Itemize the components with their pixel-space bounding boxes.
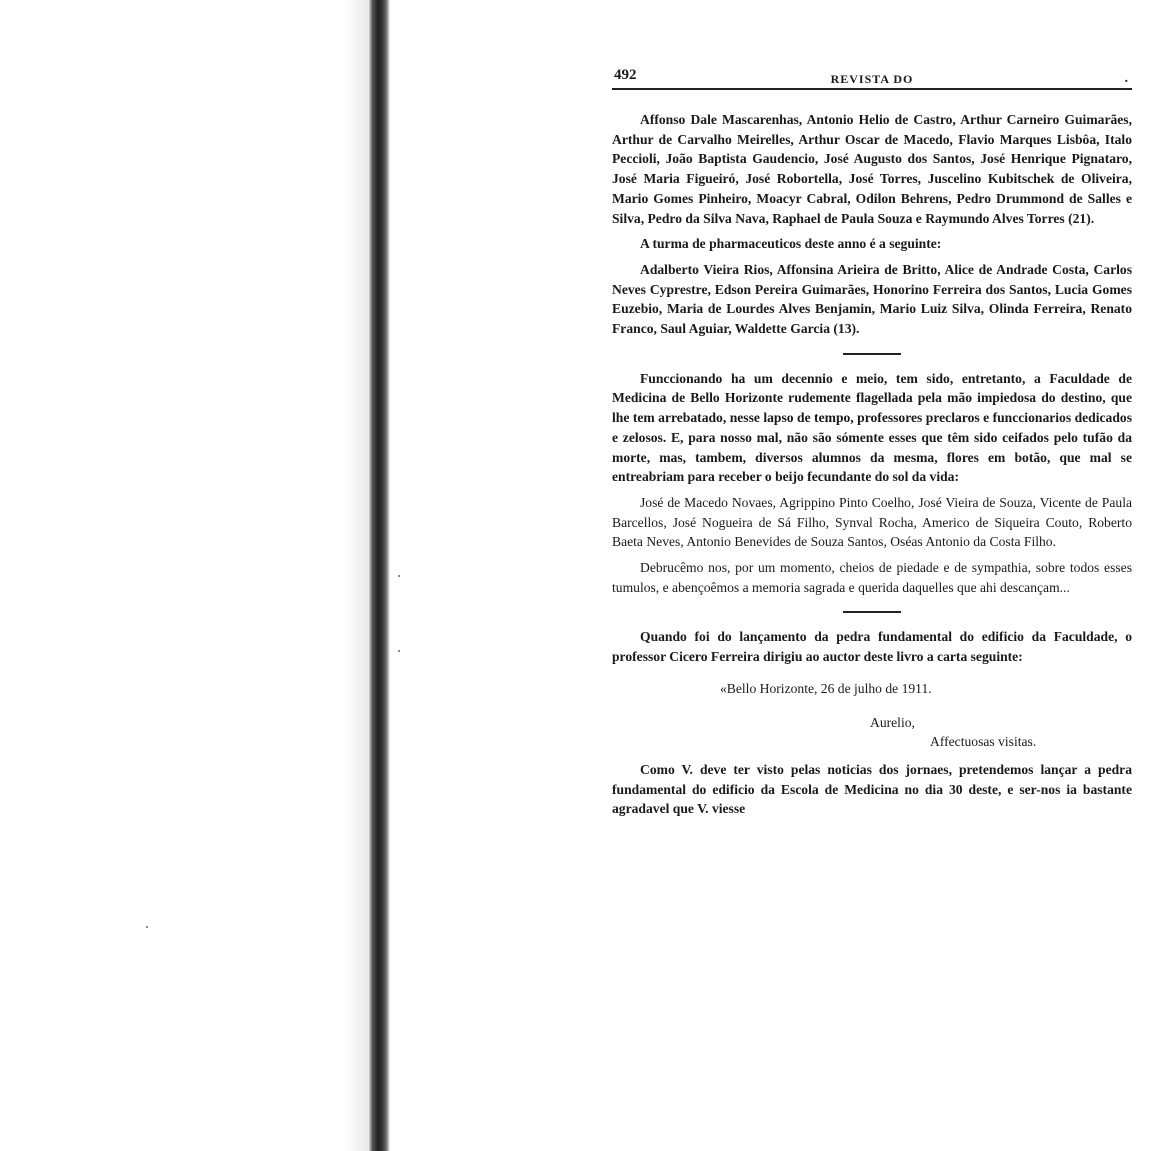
- book-spine-gutter: [368, 0, 390, 1151]
- section-divider: [843, 611, 901, 613]
- letter-salutation-name: Aurelio,: [870, 714, 915, 730]
- cornerstone-intro-paragraph: Quando foi do lançamento da pedra fundamental do edificio da Faculdade, o professor Cicero Ferreira dirigiu ao auctor deste livro a carta seguinte:: [612, 629, 1132, 665]
- doctors-list-paragraph: Affonso Dale Mascarenhas, Antonio Helio de Castro, Arthur Carneiro Guimarães, Arthur de Carvalho Meirelles, Arthur Oscar de Macedo, Flavio Marques Lisbôa, Italo Peccioli, João Baptista Gaudencio, José Augusto dos Santos, José Henrique Pignataro, José Maria Figueiró, José Robortella, José Torres, Juscelino Kubitschek de Oliveira, Mario Gomes Pinheiro, Moacyr Cabral, Odilon Behrens, Pedro Drummond de Salles e Silva, Pedro da Silva Nava, Raphael de Paula Souza e Raymundo Alves Torres (21).: [612, 112, 1132, 226]
- page-gutter-shadow: [345, 0, 370, 1151]
- scan-speck: [146, 926, 148, 928]
- deceased-list-paragraph: José de Macedo Novaes, Agrippino Pinto Coelho, José Vieira de Souza, Vicente de Paula Barcellos, José Nogueira de Sá Filho, Synval Rocha, Americo de Siqueira Couto, Roberto Baeta Neves, Antonio Benevides de Souza Santos, Oséas Antonio da Costa Filho.: [612, 494, 1132, 550]
- letter-salutation-greeting: Affectuosas visitas.: [930, 734, 1037, 750]
- pharmacists-intro: A turma de pharmaceuticos deste anno é a seguinte:: [640, 236, 942, 252]
- page-header: [612, 62, 1132, 90]
- letter-dateline: «Bello Horizonte, 26 de julho de 1911.: [720, 680, 932, 696]
- section-divider: [843, 353, 901, 355]
- scan-speck: [398, 575, 400, 577]
- letter-body-paragraph: Como V. deve ter visto pelas noticias dos jornaes, pretendemos lançar a pedra fundamental do edificio da Escola de Medicina no dia 30 deste, e ser-nos ia bastante agradavel que V. viesse: [612, 761, 1132, 817]
- scan-speck: [398, 650, 400, 652]
- running-title: REVISTA DO: [830, 72, 914, 86]
- pharmacists-list-paragraph: Adalberto Vieira Rios, Affonsina Arieira de Britto, Alice de Andrade Costa, Carlos Neves Cyprestre, Edson Pereira Guimarães, Honorino Ferreira dos Santos, Lucia Gomes Euzebio, Maria de Lourdes Alves Benjamin, Mario Luiz Silva, Olinda Ferreira, Renato Franco, Saul Aguiar, Waldette Garcia (13).: [612, 261, 1132, 337]
- page-number: 492: [614, 67, 637, 83]
- book-page: [612, 62, 1132, 819]
- decennio-paragraph: Funccionando ha um decennio e meio, tem sido, entretanto, a Faculdade de Medicina de Bello Horizonte rudemente flagellada pela mão impiedosa do destino, que lhe tem arrebatado, nesse lapso de tempo, professores preclaros e funccionarios dedicados e zelosos. E, para nosso mal, não são sómente esses que têm sido ceifados pelo tufão da morte, mas, tambem, diversos alumnos da mesma, flores em botão, que mal se entreabriam para receber o beijo fecundante do sol da vida:: [612, 370, 1132, 485]
- header-mark: .: [1124, 70, 1128, 85]
- tribute-paragraph: Debrucêmo nos, por um momento, cheios de piedade e de sympathia, sobre todos esses tumulos, e abençoêmos a memoria sagrada e querida daquelles que ahi descançam...: [612, 560, 1132, 595]
